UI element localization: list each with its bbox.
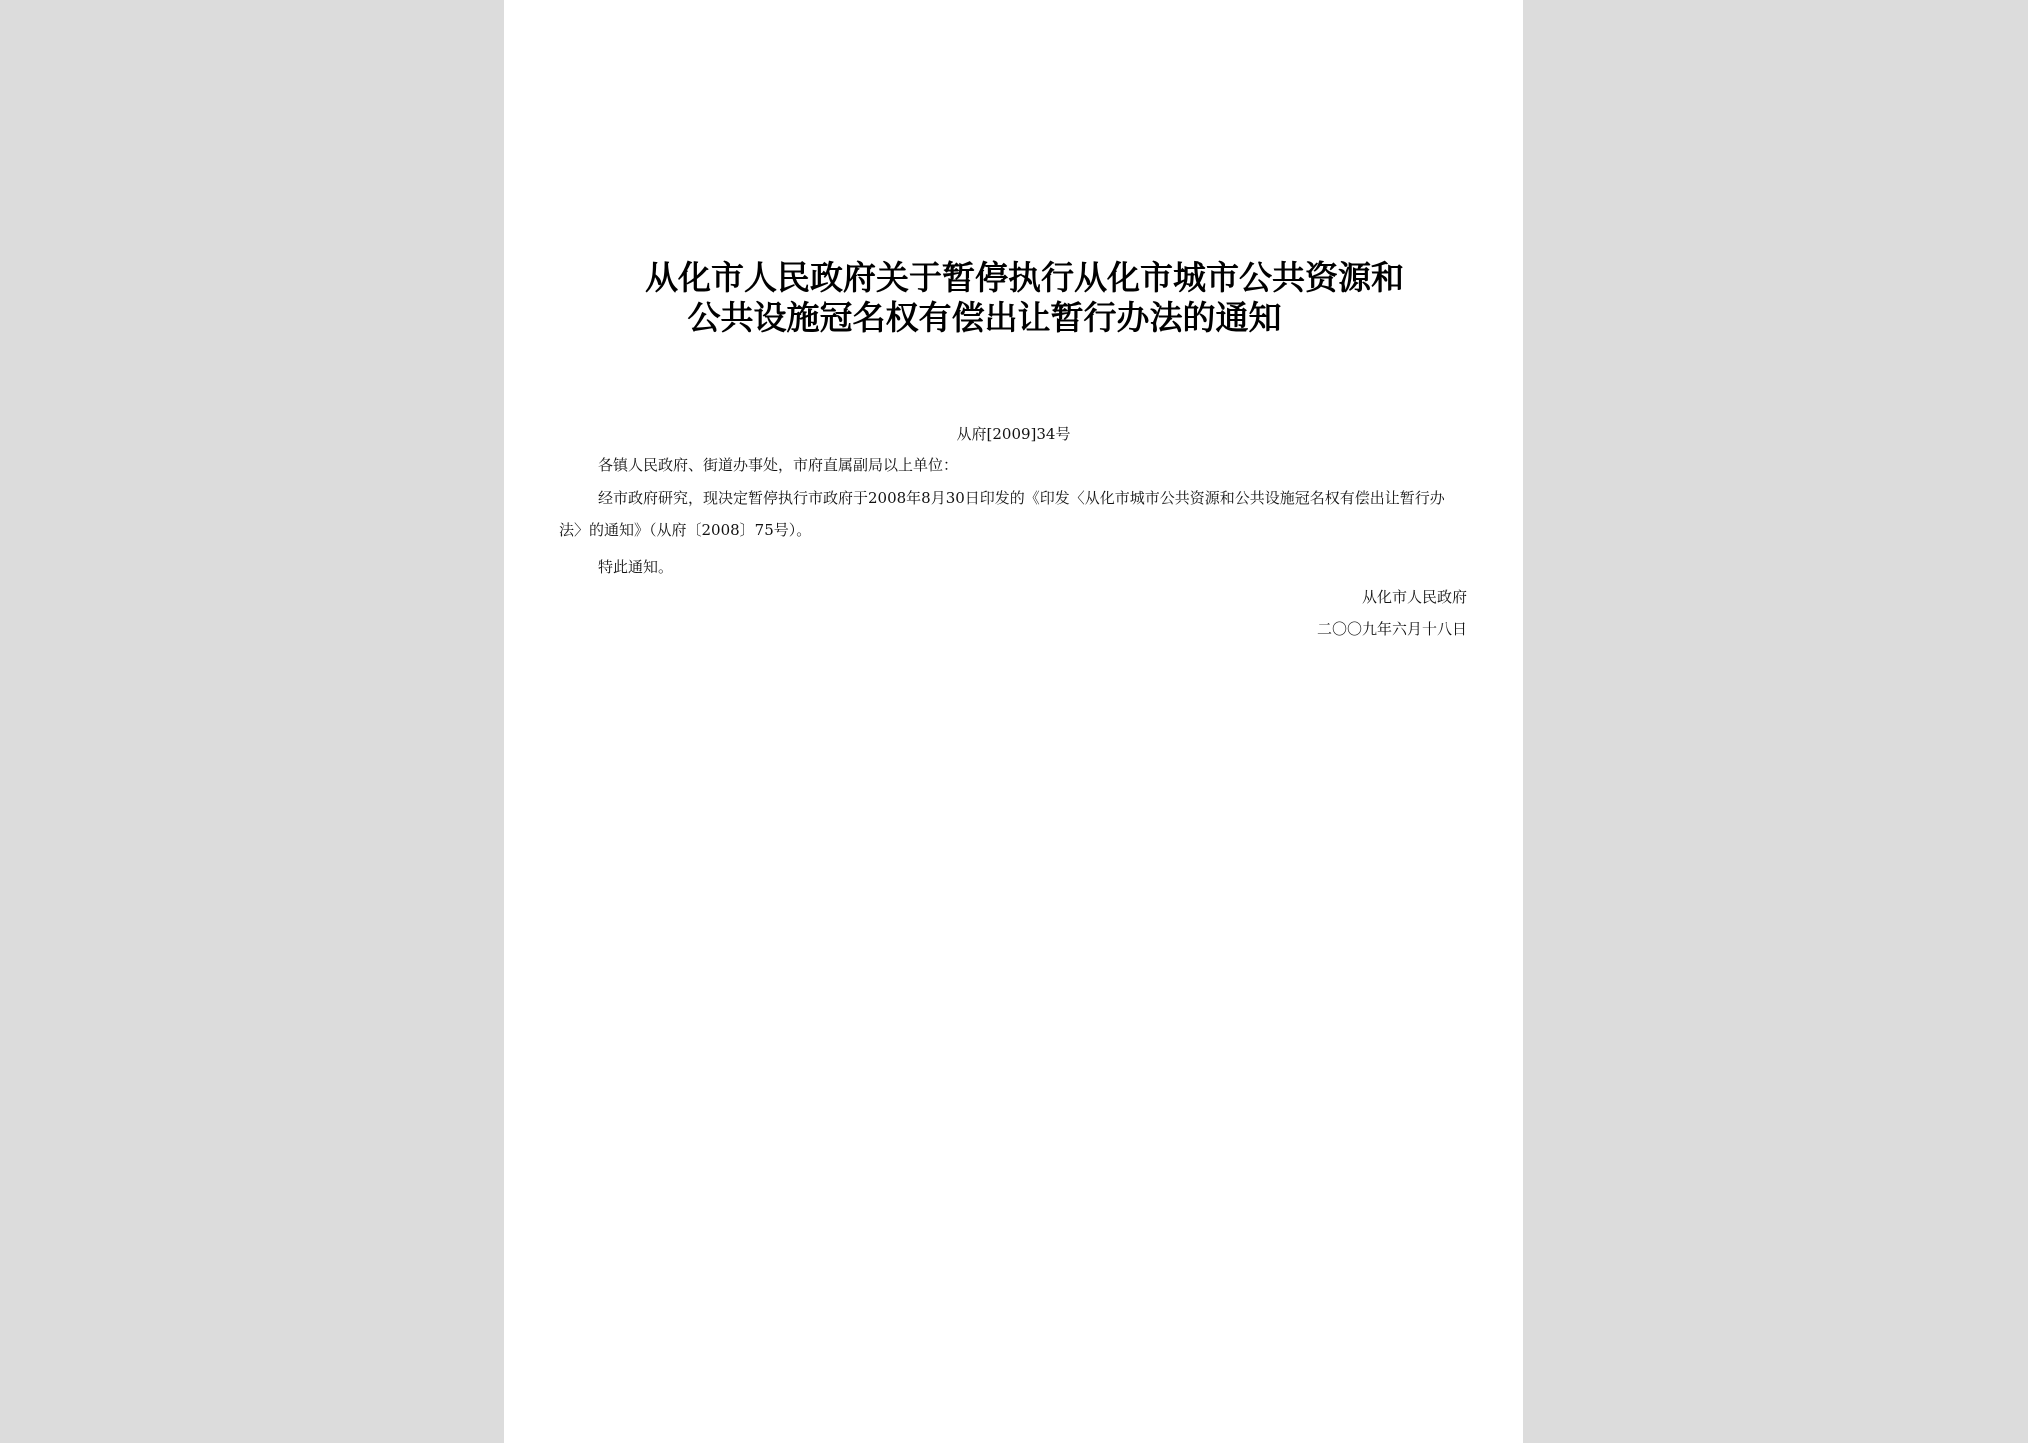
title-line-2: 公共设施冠名权有偿出让暂行办法的通知	[687, 298, 1282, 337]
issue-date: 二〇〇九年六月十八日	[1316, 620, 1467, 638]
signer-name: 从化市人民政府	[1361, 588, 1467, 606]
recipients-line: 各镇人民政府、街道办事处，市府直属副局以上单位：	[598, 456, 959, 474]
closing-line: 特此通知。	[598, 558, 674, 576]
document-page	[504, 0, 1523, 1443]
document-number: 从府[2009]34号	[956, 425, 1071, 443]
title-line-1: 从化市人民政府关于暂停执行从化市城市公共资源和	[645, 258, 1404, 297]
document-title	[504, 258, 1523, 338]
body-paragraph: 经市政府研究，现决定暂停执行市政府于2008年8月30日印发的《印发〈从化市城市公共资源和公共设施冠名权有偿出让暂行办法〉的通知》（从府〔2008〕75号）。	[559, 489, 1445, 539]
